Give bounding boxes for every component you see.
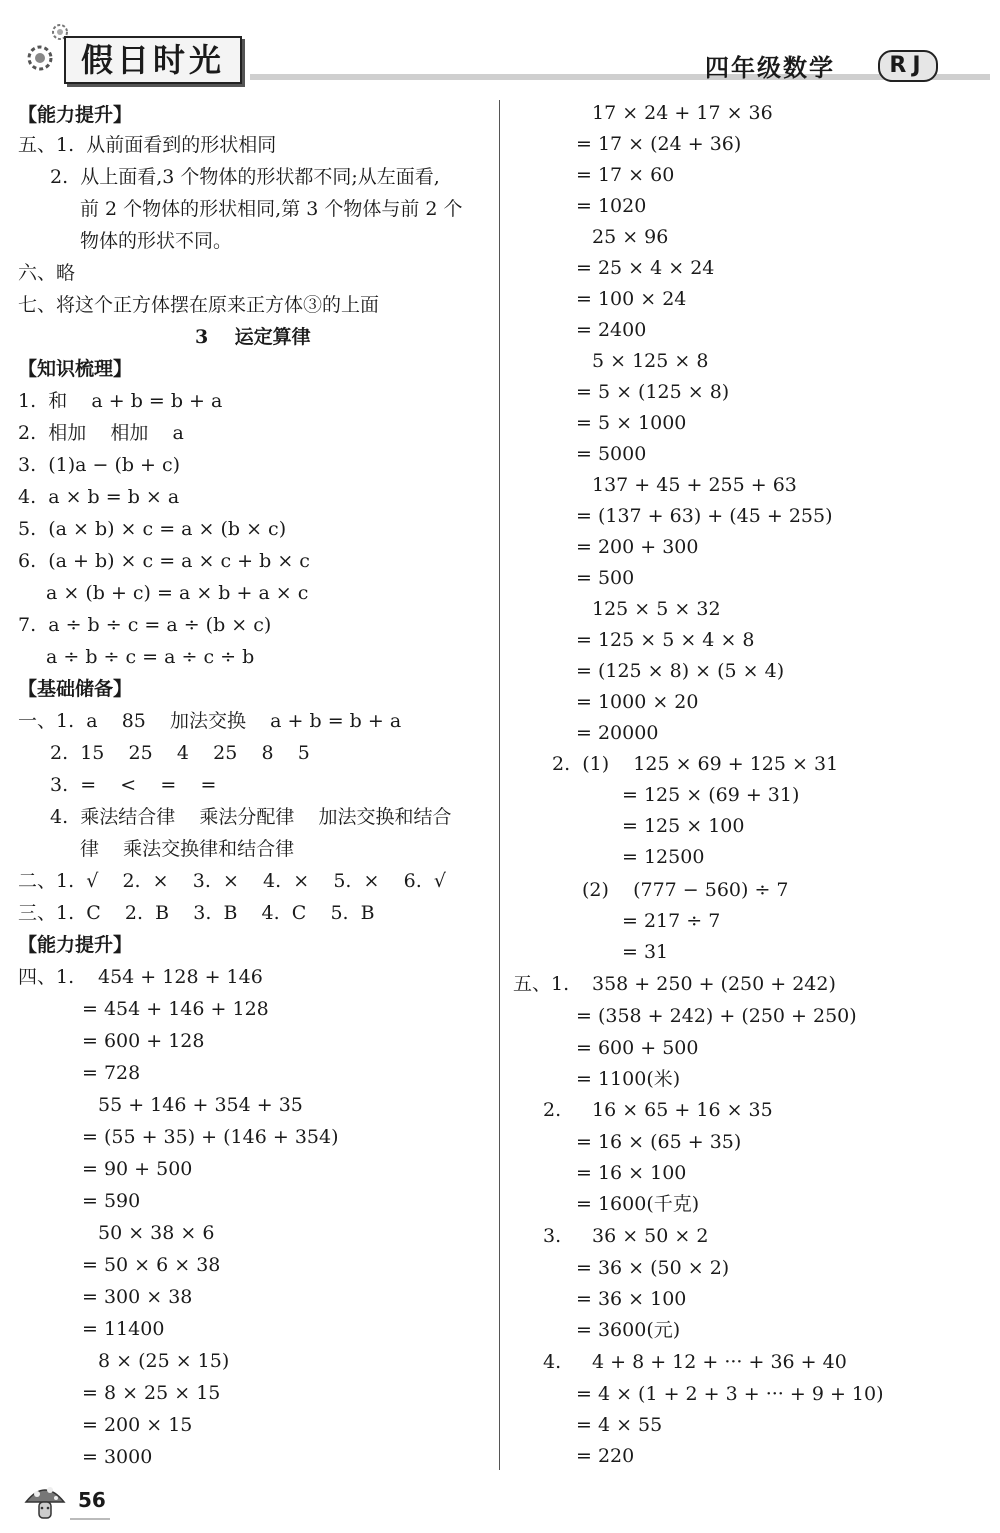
right-column-line: = 3600(元): [576, 1319, 681, 1341]
right-column-line: = 5 × (125 × 8): [576, 381, 730, 403]
left-column-line: 2. 15 25 4 25 8 5: [50, 742, 310, 764]
right-column-line: = 17 × 60: [576, 164, 675, 186]
left-column-line: 五、1. 从前面看到的形状相同: [18, 134, 277, 156]
right-column-line: = 500: [576, 567, 635, 589]
right-column-line: = (358 + 242) + (250 + 250): [576, 1005, 857, 1027]
right-column-line: 4 + 8 + 12 + ··· + 36 + 40: [592, 1351, 847, 1373]
right-column-line: 25 × 96: [592, 226, 669, 248]
right-column-line: = 25 × 4 × 24: [576, 257, 715, 279]
left-column-line: 六、略: [18, 262, 76, 284]
right-column-line: 16 × 65 + 16 × 35: [592, 1099, 773, 1121]
right-column-line: = 36 × 100: [576, 1288, 687, 1310]
left-column-line: = 200 × 15: [82, 1414, 193, 1436]
right-column-line: = 100 × 24: [576, 288, 687, 310]
right-column-line: 17 × 24 + 17 × 36: [592, 102, 773, 124]
right-column-line: 125 × 5 × 32: [592, 598, 721, 620]
left-column-line: 454 + 128 + 146: [98, 966, 263, 988]
left-column-line: = 3000: [82, 1446, 153, 1468]
right-column-line: = 31: [622, 941, 669, 963]
left-column-line: 3 运定算律: [195, 326, 311, 348]
right-column-line: 五、1.: [513, 973, 570, 995]
right-column-line: = 12500: [622, 846, 705, 868]
subject-label: 四年级数学: [705, 54, 835, 82]
left-column-line: = 11400: [82, 1318, 165, 1340]
left-column-line: 2. 相加 相加 a: [18, 422, 184, 444]
left-column-line: 3. = < = =: [50, 774, 217, 796]
right-column-line: = 200 + 300: [576, 536, 699, 558]
left-column-line: 4. 乘法结合律 乘法分配律 加法交换和结合: [50, 806, 452, 828]
left-column-line: 【知识梳理】: [18, 358, 133, 380]
left-column-line: = 300 × 38: [82, 1286, 193, 1308]
left-column-line: a ÷ b ÷ c = a ÷ c ÷ b: [46, 646, 255, 668]
right-column-line: 2.: [543, 1099, 562, 1121]
edition-badge: RJ: [878, 50, 938, 82]
right-column-line: 5 × 125 × 8: [592, 350, 709, 372]
right-column-line: = 16 × 100: [576, 1162, 687, 1184]
right-column-line: = 5 × 1000: [576, 412, 687, 434]
left-column-line: 5. (a × b) × c = a × (b × c): [18, 518, 287, 540]
book-title: 假日时光: [64, 36, 242, 84]
left-column-line: 一、1. a 85 加法交换 a + b = b + a: [18, 710, 402, 732]
right-column-line: = 20000: [576, 722, 659, 744]
right-column-line: 4.: [543, 1351, 562, 1373]
right-column-line: = 1600(千克): [576, 1193, 700, 1215]
left-column-line: 50 × 38 × 6: [98, 1222, 215, 1244]
left-column-line: 2. 从上面看,3 个物体的形状都不同;从左面看,: [50, 166, 440, 188]
column-divider: [499, 100, 500, 1470]
right-column-line: 2. (1) 125 × 69 + 125 × 31: [552, 753, 839, 775]
left-column-line: 7. a ÷ b ÷ c = a ÷ (b × c): [18, 614, 272, 636]
mushroom-icon: [22, 1478, 68, 1524]
left-column-line: 6. (a + b) × c = a × c + b × c: [18, 550, 310, 572]
left-column-line: 三、1. C 2. B 3. B 4. C 5. B: [18, 902, 375, 924]
right-column-line: = 17 × (24 + 36): [576, 133, 742, 155]
left-column-line: 1. 和 a + b = b + a: [18, 390, 223, 412]
left-column-line: 【能力提升】: [18, 934, 133, 956]
left-column-line: = 600 + 128: [82, 1030, 205, 1052]
right-column-line: = 1000 × 20: [576, 691, 699, 713]
right-column-line: = 125 × 100: [622, 815, 745, 837]
right-column-line: 137 + 45 + 255 + 63: [592, 474, 797, 496]
left-column-line: 4. a × b = b × a: [18, 486, 180, 508]
left-column-line: = 590: [82, 1190, 141, 1212]
right-column-line: = 2400: [576, 319, 647, 341]
left-column-line: 七、将这个正方体摆在原来正方体③的上面: [18, 294, 380, 316]
left-column-line: = 90 + 500: [82, 1158, 193, 1180]
right-column-line: = 16 × (65 + 35): [576, 1131, 742, 1153]
right-column-line: 3.: [543, 1225, 562, 1247]
right-column-line: = 217 ÷ 7: [622, 910, 721, 932]
left-column-line: 前 2 个物体的形状相同,第 3 个物体与前 2 个: [80, 198, 463, 220]
left-column-line: = 50 × 6 × 38: [82, 1254, 221, 1276]
right-column-line: = (137 + 63) + (45 + 255): [576, 505, 833, 527]
right-column-line: = 1100(米): [576, 1068, 681, 1090]
left-column-line: 二、1. √ 2. × 3. × 4. × 5. × 6. √: [18, 870, 446, 892]
left-column-line: = 8 × 25 × 15: [82, 1382, 221, 1404]
right-column-line: = 1020: [576, 195, 647, 217]
right-column-line: = 5000: [576, 443, 647, 465]
footer-rule: [70, 1518, 110, 1520]
left-column-line: 律 乘法交换律和结合律: [80, 838, 295, 860]
right-column-line: = 600 + 500: [576, 1037, 699, 1059]
left-column-line: = 728: [82, 1062, 141, 1084]
right-column-line: = 4 × 55: [576, 1414, 663, 1436]
right-column-line: = 4 × (1 + 2 + 3 + ··· + 9 + 10): [576, 1383, 884, 1405]
right-column-line: = 220: [576, 1445, 635, 1467]
left-column-line: 3. (1)a − (b + c): [18, 454, 181, 476]
right-column-line: = 36 × (50 × 2): [576, 1257, 730, 1279]
right-column-line: 36 × 50 × 2: [592, 1225, 709, 1247]
left-column-line: 8 × (25 × 15): [98, 1350, 230, 1372]
left-column-line: 物体的形状不同。: [80, 230, 233, 252]
left-column-line: a × (b + c) = a × b + a × c: [46, 582, 309, 604]
left-column-line: = 454 + 146 + 128: [82, 998, 269, 1020]
left-column-line: 【基础储备】: [18, 678, 133, 700]
left-column-line: 【能力提升】: [18, 104, 133, 126]
page-number: 56: [78, 1488, 106, 1512]
right-column-line: 358 + 250 + (250 + 242): [592, 973, 836, 995]
right-column-line: = 125 × 5 × 4 × 8: [576, 629, 755, 651]
left-column-line: = (55 + 35) + (146 + 354): [82, 1126, 339, 1148]
left-column-line: 四、1.: [18, 966, 75, 988]
right-column-line: (2) (777 − 560) ÷ 7: [582, 879, 789, 901]
left-column-line: 55 + 146 + 354 + 35: [98, 1094, 303, 1116]
right-column-line: = (125 × 8) × (5 × 4): [576, 660, 785, 682]
right-column-line: = 125 × (69 + 31): [622, 784, 800, 806]
